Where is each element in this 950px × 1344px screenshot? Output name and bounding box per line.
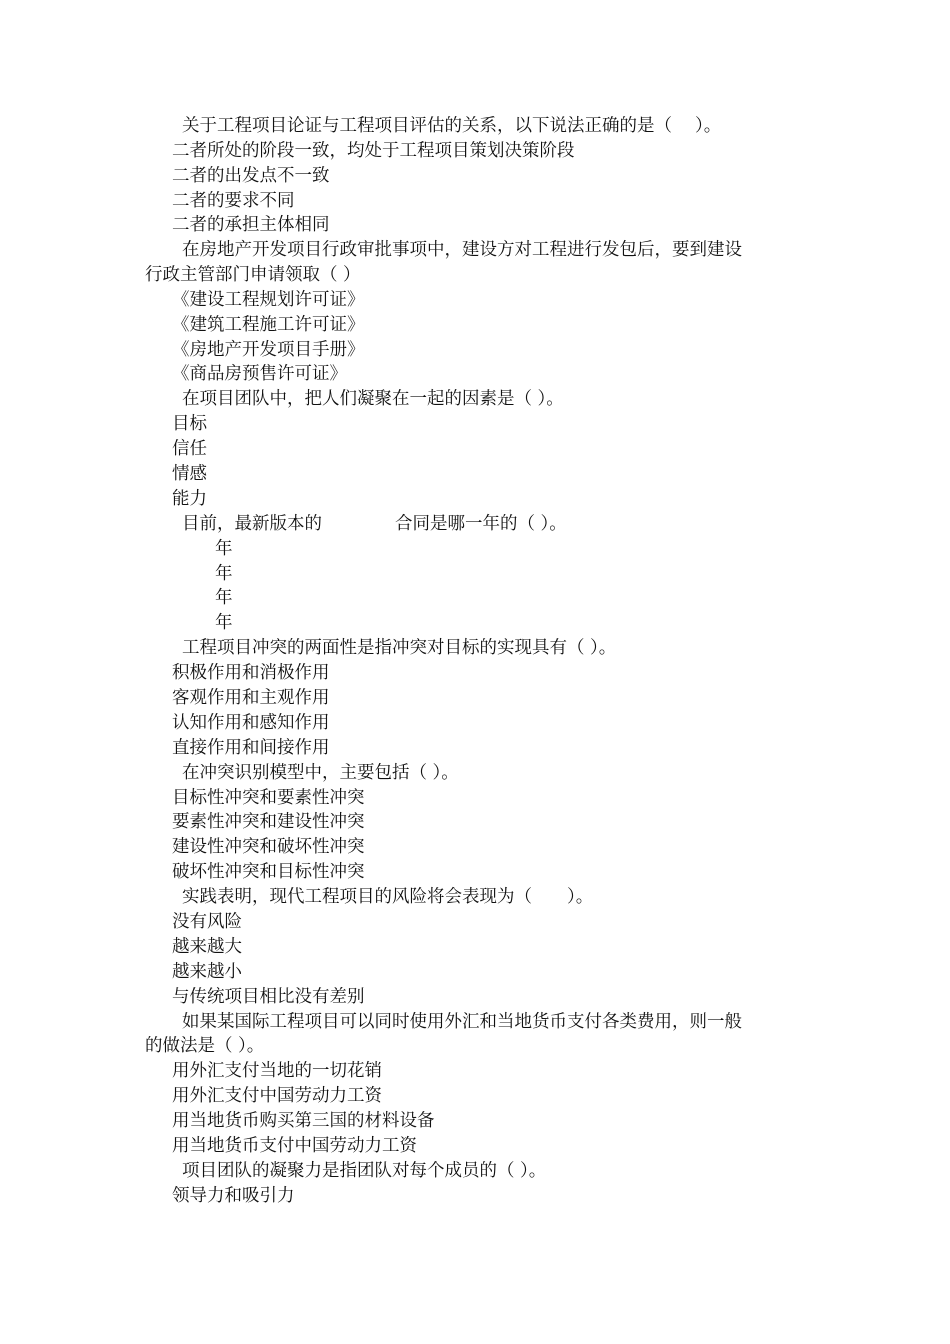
question-8-option-d: 用当地货币支付中国劳动力工资 [172,1136,417,1156]
question-2-option-a: 《建设工程规划许可证》 [172,290,365,310]
question-4-option-a: 年 [215,539,233,559]
question-5-option-b: 客观作用和主观作用 [172,688,330,708]
question-2-stem: 在房地产开发项目行政审批事项中，建设方对工程进行发包后，要到建设 [182,240,742,260]
question-1-stem: 关于工程项目论证与工程项目评估的关系，以下说法正确的是（ ）。 [182,116,722,136]
question-5-stem: 工程项目冲突的两面性是指冲突对目标的实现具有（ ）。 [182,638,617,658]
question-3-option-d: 能力 [172,489,207,509]
question-8-stem: 如果某国际工程项目可以同时使用外汇和当地货币支付各类费用，则一般 [182,1012,742,1032]
question-1-option-c: 二者的要求不同 [172,191,295,211]
question-8-option-b: 用外汇支付中国劳动力工资 [172,1086,382,1106]
question-1-option-d: 二者的承担主体相同 [172,215,330,235]
question-6-option-b: 要素性冲突和建设性冲突 [172,812,365,832]
question-6-option-d: 破坏性冲突和目标性冲突 [172,862,365,882]
question-7-option-b: 越来越大 [172,937,242,957]
question-3-option-a: 目标 [172,414,207,434]
question-3-option-c: 情感 [172,464,207,484]
question-7-stem: 实践表明，现代工程项目的风险将会表现为（ ）。 [182,887,594,907]
question-7-option-c: 越来越小 [172,962,242,982]
question-6-option-c: 建设性冲突和破坏性冲突 [172,837,365,857]
question-5-option-a: 积极作用和消极作用 [172,663,330,683]
question-8-option-a: 用外汇支付当地的一切花销 [172,1061,382,1081]
question-2-option-c: 《房地产开发项目手册》 [172,340,365,360]
question-4-stem-part-b: 合同是哪一年的（ ）。 [395,514,567,534]
question-9-option-a: 领导力和吸引力 [172,1186,295,1206]
question-6-stem: 在冲突识别模型中，主要包括（ ）。 [182,763,459,783]
question-5-option-c: 认知作用和感知作用 [172,713,330,733]
question-2-option-d: 《商品房预售许可证》 [172,364,347,384]
question-8-option-c: 用当地货币购买第三国的材料设备 [172,1111,435,1131]
question-3-option-b: 信任 [172,439,207,459]
question-9-stem: 项目团队的凝聚力是指团队对每个成员的（ ）。 [182,1161,547,1181]
question-4-stem-part-a: 目前，最新版本的 [182,514,322,534]
question-1-option-a: 二者所处的阶段一致，均处于工程项目策划决策阶段 [172,141,575,161]
question-2-option-b: 《建筑工程施工许可证》 [172,315,365,335]
question-2-stem-continued: 行政主管部门申请领取（ ） [145,265,361,285]
question-4-option-d: 年 [215,613,233,633]
question-4-option-c: 年 [215,588,233,608]
question-1-option-b: 二者的出发点不一致 [172,166,330,186]
question-3-stem: 在项目团队中，把人们凝聚在一起的因素是（ ）。 [182,389,564,409]
question-4-option-b: 年 [215,564,233,584]
question-6-option-a: 目标性冲突和要素性冲突 [172,788,365,808]
question-8-stem-continued: 的做法是（ ）。 [145,1036,265,1056]
question-7-option-d: 与传统项目相比没有差别 [172,987,365,1007]
question-5-option-d: 直接作用和间接作用 [172,738,330,758]
question-7-option-a: 没有风险 [172,912,242,932]
